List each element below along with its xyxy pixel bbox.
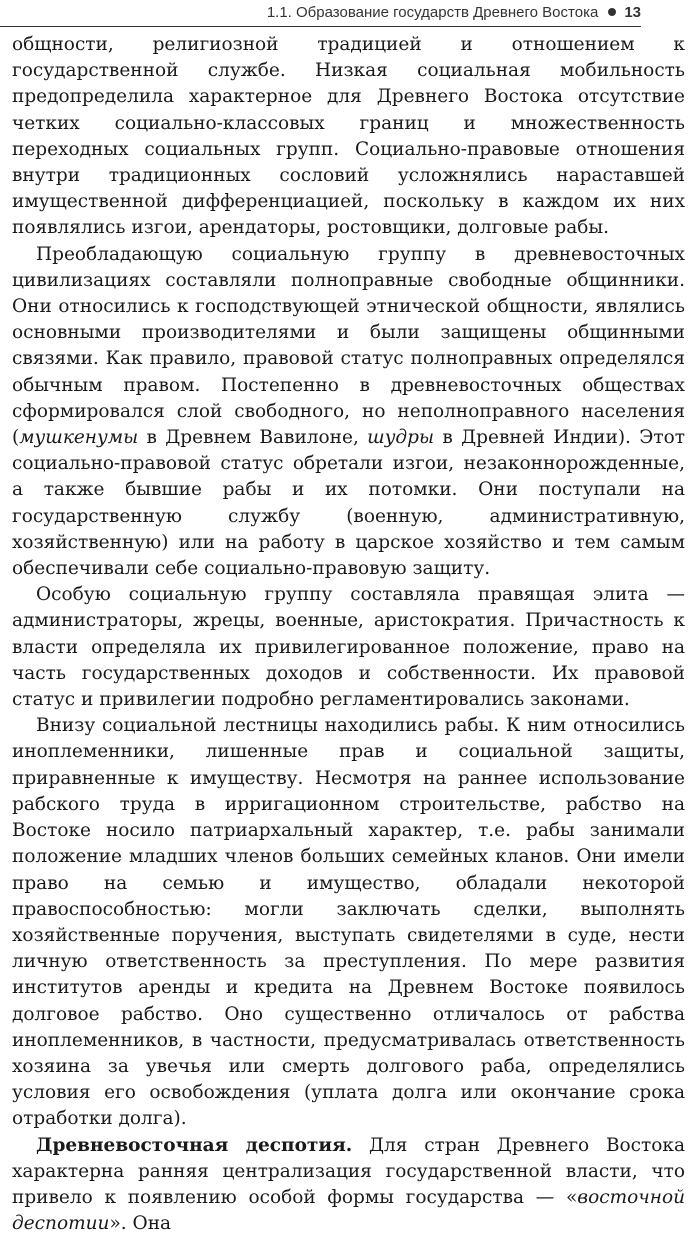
paragraph-2-text-b: в Древнем Вавилоне, — [138, 427, 368, 449]
page-number: 13 — [624, 3, 641, 21]
term-mushkenumy: мушкенумы — [19, 427, 139, 449]
term-shudry: шудры — [367, 427, 435, 449]
paragraph-5 — [12, 1133, 685, 1237]
paragraph-5-text-a: Для стран Древнего Востока характерна ранняя централизация государственной власти, что привело к появлению особой формы государства — « — [12, 1134, 686, 1208]
paragraph-2-text-a: Преобладающую социальную группу в древневосточных цивилизациях составляли полноправные свободные общинники. Они относились к господствующей этнической общности, являлись основными производителями и были защищены общинными связями. Как правило, правовой статус полноправных определялся обычным правом. Постепенно в древневосточных обществах сформировался слой свободного, но неполноправного населения ( — [12, 243, 685, 449]
paragraph-2 — [12, 242, 685, 583]
running-header — [0, 0, 689, 24]
paragraph-4 — [12, 713, 685, 1132]
paragraph-4-text: Внизу социальной лестницы находились рабы. К ним относились иноплеменники, лишенные прав и социальной защиты, приравненные к имуществу. Несмотря на раннее использование рабского труда в ирригационном строительстве, рабство на Востоке носило патриархальный характер, т.е. рабы занимали положение младших членов больших семейных кланов. Они имели право на семью и имущество, обладали некоторой правоспособностью: могли заключать сделки, выполнять хозяйственные поручения, выступать свидетелями в суде, нести личную ответственность за преступления. По мере развития институтов аренды и кредита на Древнем Востоке появилось долговое рабство. Оно существенно отличалось от рабства иноплеменников, в частности, предусматривалась ответственность хозяина за увечья или смерть долгового раба, определялись условия его освобождения (уплата долга или окончание срока отработки долга). — [12, 715, 685, 1130]
paragraph-1 — [12, 32, 685, 242]
header-rule — [0, 26, 641, 27]
paragraph-1-text: общности, религиозной традицией и отношением к государственной службе. Низкая социальная мобильность предопределила характерное для Древнего Востока отсутствие четких социально-классовых границ и множественность переходных социальных групп. Социально-правовые отношения внутри традиционных сословий усложнялись нараставшей имущественной дифференциацией, поскольку в каждом их них появлялись изгои, арендаторы, ростовщики, долговые рабы. — [12, 34, 685, 239]
paragraph-2-text-c: в Древней Индии). Этот социально-правовой статус обретали изгои, незаконнорожденные, а также бывшие рабы и их потомки. Они поступали на государственную службу (военную, административную, хозяйственную) или на работу в царское хозяйство и тем самым обеспечивали себе социально-правовую защиту. — [12, 427, 685, 580]
paragraph-3 — [12, 582, 685, 713]
chapter-title: 1.1. Образование государств Древнего Востока — [266, 3, 599, 21]
bullet-separator-icon — [608, 8, 616, 16]
paragraph-3-text: Особую социальную группу составляла правящая элита — администраторы, жрецы, военные, аристократия. Причастность к власти определяла их привилегированное положение, право на часть государственных доходов и собственности. Их правовой статус и привилегии подробно регламентировались законами. — [12, 584, 685, 711]
term-eastern-despotism: восточной деспотии — [12, 1186, 685, 1235]
paragraph-5-text-b: ». Она — [109, 1213, 172, 1235]
section-heading-despotism: Древневосточная деспотия. — [36, 1134, 353, 1156]
page-body — [12, 32, 685, 1237]
